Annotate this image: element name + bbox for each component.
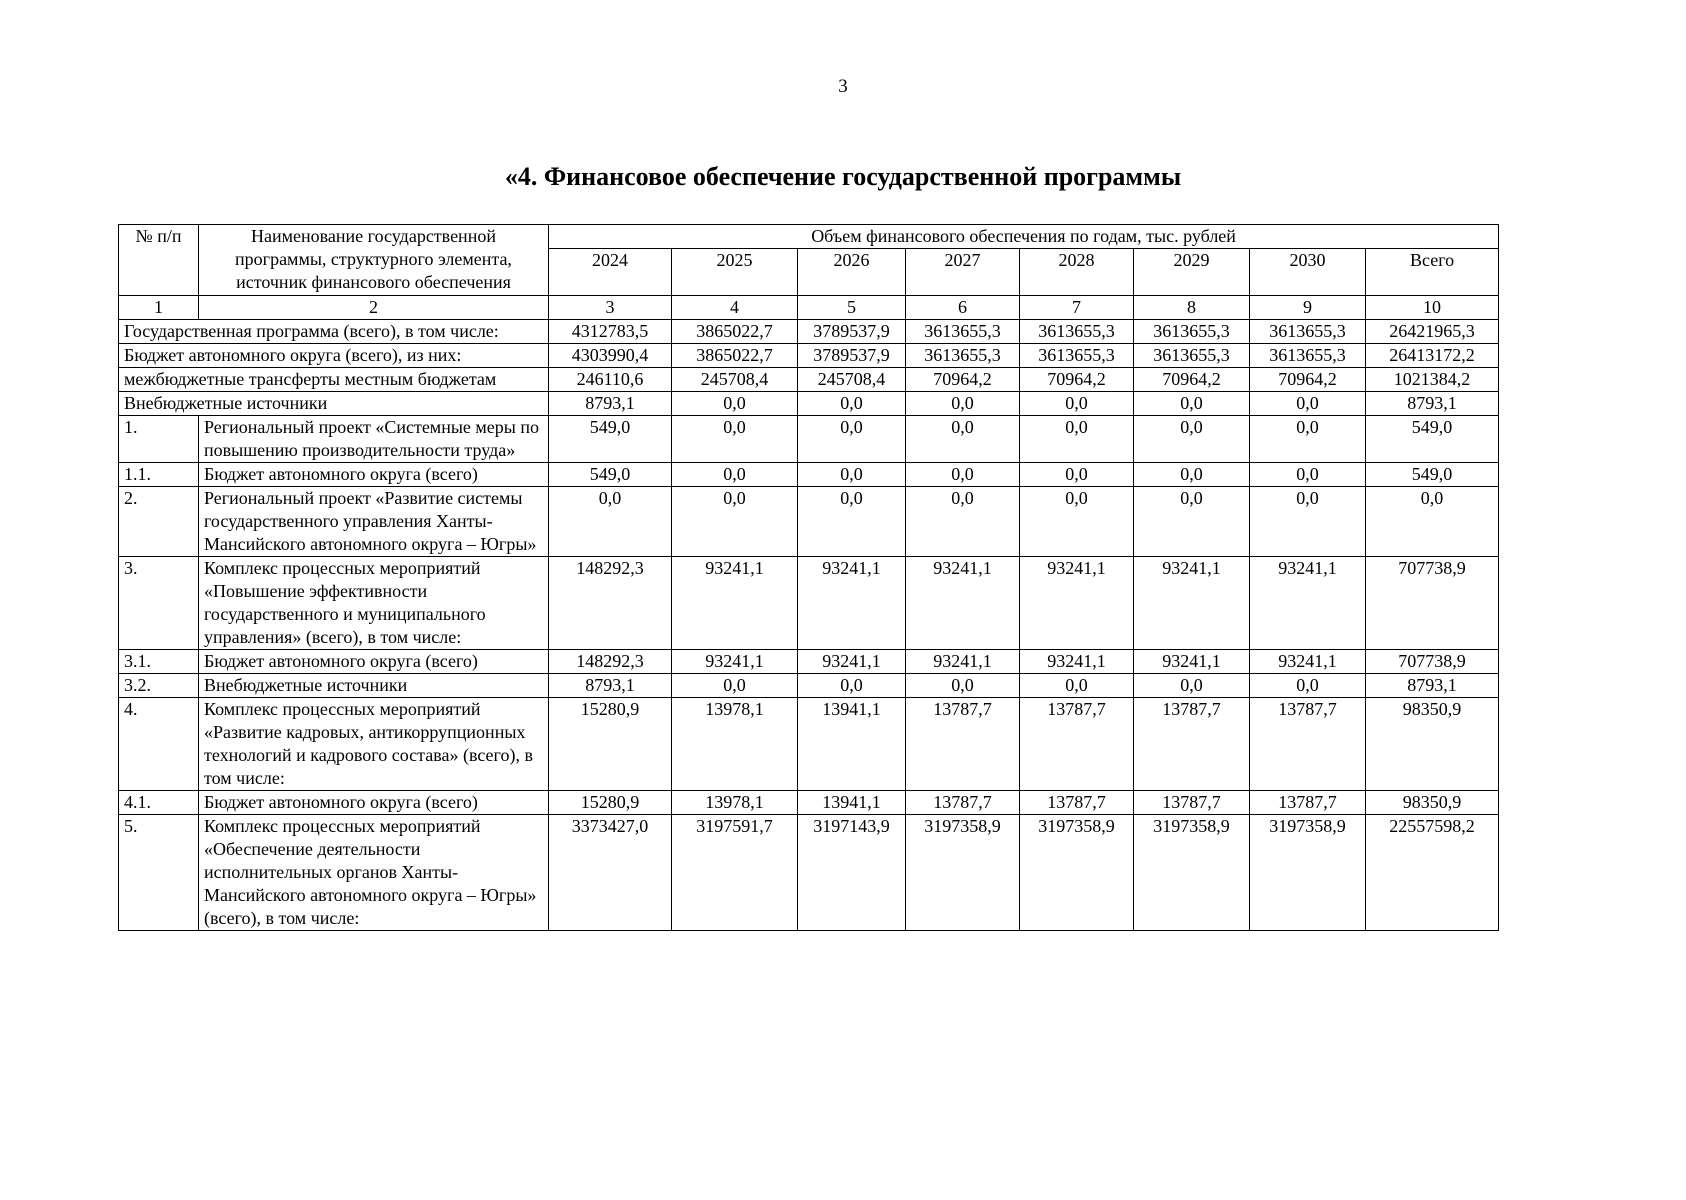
row-code: 2. (119, 487, 199, 557)
value-cell: 0,0 (1134, 463, 1250, 487)
value-cell: 245708,4 (798, 368, 906, 392)
value-cell: 0,0 (1366, 487, 1499, 557)
value-cell: 0,0 (1020, 463, 1134, 487)
header-year: 2029 (1134, 249, 1250, 296)
value-cell: 0,0 (906, 487, 1020, 557)
value-cell: 0,0 (906, 416, 1020, 463)
value-cell: 70964,2 (1020, 368, 1134, 392)
row-name: Бюджет автономного округа (всего) (199, 791, 549, 815)
value-cell: 3197591,7 (672, 815, 798, 931)
value-cell: 0,0 (549, 487, 672, 557)
value-cell: 0,0 (798, 463, 906, 487)
value-cell: 549,0 (1366, 416, 1499, 463)
summary-row-name: Государственная программа (всего), в том числе: (119, 320, 549, 344)
index-cell: 2 (199, 296, 549, 320)
summary-row-name: Бюджет автономного округа (всего), из них: (119, 344, 549, 368)
row-name: Комплекс процессных мероприятий «Повышение эффективности государственного и муниципального управления» (всего), в том числе: (199, 557, 549, 650)
value-cell: 707738,9 (1366, 650, 1499, 674)
value-cell: 13787,7 (1020, 791, 1134, 815)
header-year: 2027 (906, 249, 1020, 296)
index-cell: 1 (119, 296, 199, 320)
row-name: Региональный проект «Развитие системы государственного управления Ханты-Мансийского автономного округа – Югры» (199, 487, 549, 557)
value-cell: 0,0 (1134, 392, 1250, 416)
value-cell: 3865022,7 (672, 344, 798, 368)
value-cell: 0,0 (798, 416, 906, 463)
value-cell: 13787,7 (1250, 791, 1366, 815)
table-row (119, 487, 1499, 557)
value-cell: 22557598,2 (1366, 815, 1499, 931)
value-cell: 93241,1 (906, 557, 1020, 650)
summary-row (119, 320, 1499, 344)
value-cell: 3613655,3 (1250, 320, 1366, 344)
value-cell: 3197358,9 (906, 815, 1020, 931)
row-name: Бюджет автономного округа (всего) (199, 650, 549, 674)
value-cell: 3197143,9 (798, 815, 906, 931)
value-cell: 148292,3 (549, 557, 672, 650)
table-row (119, 791, 1499, 815)
value-cell: 13787,7 (906, 698, 1020, 791)
table-row (119, 674, 1499, 698)
row-name: Региональный проект «Системные меры по повышению производительности труда» (199, 416, 549, 463)
value-cell: 0,0 (1020, 487, 1134, 557)
value-cell: 0,0 (672, 416, 798, 463)
value-cell: 707738,9 (1366, 557, 1499, 650)
summary-row (119, 344, 1499, 368)
header-col-name: Наименование государственной программы, структурного элемента, источник финансового обеспечения (199, 225, 549, 296)
value-cell: 3613655,3 (1020, 344, 1134, 368)
summary-row (119, 368, 1499, 392)
row-code: 1. (119, 416, 199, 463)
value-cell: 4303990,4 (549, 344, 672, 368)
value-cell: 0,0 (672, 463, 798, 487)
index-cell: 10 (1366, 296, 1499, 320)
index-cell: 7 (1020, 296, 1134, 320)
value-cell: 0,0 (672, 487, 798, 557)
row-code: 4.1. (119, 791, 199, 815)
index-cell: 6 (906, 296, 1020, 320)
value-cell: 0,0 (906, 392, 1020, 416)
row-name: Комплекс процессных мероприятий «Развитие кадровых, антикоррупционных технологий и кадрового состава» (всего), в том числе: (199, 698, 549, 791)
value-cell: 0,0 (672, 392, 798, 416)
value-cell: 8793,1 (1366, 674, 1499, 698)
value-cell: 0,0 (1134, 487, 1250, 557)
column-index-row (119, 296, 1499, 320)
table-row (119, 815, 1499, 931)
value-cell: 93241,1 (798, 557, 906, 650)
value-cell: 245708,4 (672, 368, 798, 392)
value-cell: 13941,1 (798, 698, 906, 791)
header-year: 2026 (798, 249, 906, 296)
value-cell: 0,0 (1020, 416, 1134, 463)
value-cell: 0,0 (1134, 674, 1250, 698)
value-cell: 13978,1 (672, 698, 798, 791)
row-name: Внебюджетные источники (199, 674, 549, 698)
value-cell: 3613655,3 (1250, 344, 1366, 368)
row-name: Комплекс процессных мероприятий «Обеспечение деятельности исполнительных органов Ханты-Мансийского автономного округа – Югры» (всего), в том числе: (199, 815, 549, 931)
value-cell: 0,0 (798, 674, 906, 698)
row-code: 1.1. (119, 463, 199, 487)
value-cell: 93241,1 (1250, 650, 1366, 674)
value-cell: 93241,1 (906, 650, 1020, 674)
row-code: 3. (119, 557, 199, 650)
value-cell: 13787,7 (1134, 698, 1250, 791)
value-cell: 70964,2 (1250, 368, 1366, 392)
table-row (119, 557, 1499, 650)
index-cell: 4 (672, 296, 798, 320)
value-cell: 0,0 (1250, 392, 1366, 416)
value-cell: 0,0 (1250, 416, 1366, 463)
value-cell: 549,0 (549, 416, 672, 463)
page-number: 3 (838, 76, 848, 97)
value-cell: 3613655,3 (906, 320, 1020, 344)
value-cell: 3613655,3 (1134, 320, 1250, 344)
value-cell: 0,0 (1020, 674, 1134, 698)
value-cell: 13787,7 (1020, 698, 1134, 791)
value-cell: 93241,1 (672, 557, 798, 650)
table-row (119, 416, 1499, 463)
index-cell: 8 (1134, 296, 1250, 320)
value-cell: 0,0 (672, 674, 798, 698)
index-cell: 3 (549, 296, 672, 320)
value-cell: 70964,2 (1134, 368, 1250, 392)
value-cell: 93241,1 (798, 650, 906, 674)
row-code: 3.1. (119, 650, 199, 674)
value-cell: 3789537,9 (798, 344, 906, 368)
value-cell: 1021384,2 (1366, 368, 1499, 392)
header-row-top (119, 225, 1499, 249)
value-cell: 26413172,2 (1366, 344, 1499, 368)
row-name: Бюджет автономного округа (всего) (199, 463, 549, 487)
value-cell: 3197358,9 (1020, 815, 1134, 931)
index-cell: 5 (798, 296, 906, 320)
header-year: 2030 (1250, 249, 1366, 296)
header-group-financing: Объем финансового обеспечения по годам, тыс. рублей (549, 225, 1499, 249)
value-cell: 8793,1 (549, 392, 672, 416)
index-cell: 9 (1250, 296, 1366, 320)
summary-row-name: Внебюджетные источники (119, 392, 549, 416)
header-year: 2025 (672, 249, 798, 296)
value-cell: 93241,1 (1020, 650, 1134, 674)
value-cell: 8793,1 (549, 674, 672, 698)
value-cell: 4312783,5 (549, 320, 672, 344)
value-cell: 3197358,9 (1134, 815, 1250, 931)
row-code: 5. (119, 815, 199, 931)
value-cell: 0,0 (906, 463, 1020, 487)
value-cell: 3613655,3 (906, 344, 1020, 368)
table-row (119, 698, 1499, 791)
value-cell: 13787,7 (906, 791, 1020, 815)
document-title: «4. Финансовое обеспечение государственной программы (504, 162, 1182, 191)
header-col-number: № п/п (119, 225, 199, 296)
value-cell: 3373427,0 (549, 815, 672, 931)
value-cell: 0,0 (1020, 392, 1134, 416)
value-cell: 13787,7 (1250, 698, 1366, 791)
table-row (119, 650, 1499, 674)
value-cell: 549,0 (1366, 463, 1499, 487)
value-cell: 0,0 (1250, 487, 1366, 557)
header-year: 2028 (1020, 249, 1134, 296)
value-cell: 98350,9 (1366, 698, 1499, 791)
value-cell: 3865022,7 (672, 320, 798, 344)
value-cell: 13978,1 (672, 791, 798, 815)
value-cell: 13787,7 (1134, 791, 1250, 815)
row-code: 3.2. (119, 674, 199, 698)
header-year: 2024 (549, 249, 672, 296)
value-cell: 246110,6 (549, 368, 672, 392)
value-cell: 8793,1 (1366, 392, 1499, 416)
summary-row (119, 392, 1499, 416)
value-cell: 3197358,9 (1250, 815, 1366, 931)
header-total: Всего (1366, 249, 1499, 296)
value-cell: 0,0 (1250, 463, 1366, 487)
value-cell: 0,0 (798, 392, 906, 416)
value-cell: 93241,1 (1020, 557, 1134, 650)
value-cell: 13941,1 (798, 791, 906, 815)
value-cell: 98350,9 (1366, 791, 1499, 815)
value-cell: 26421965,3 (1366, 320, 1499, 344)
value-cell: 549,0 (549, 463, 672, 487)
value-cell: 3613655,3 (1134, 344, 1250, 368)
financing-table (118, 224, 1499, 931)
value-cell: 93241,1 (1134, 650, 1250, 674)
value-cell: 0,0 (798, 487, 906, 557)
value-cell: 3613655,3 (1020, 320, 1134, 344)
value-cell: 93241,1 (1250, 557, 1366, 650)
value-cell: 93241,1 (1134, 557, 1250, 650)
summary-row-name: межбюджетные трансферты местным бюджетам (119, 368, 549, 392)
value-cell: 93241,1 (672, 650, 798, 674)
value-cell: 0,0 (906, 674, 1020, 698)
row-code: 4. (119, 698, 199, 791)
value-cell: 0,0 (1250, 674, 1366, 698)
value-cell: 3789537,9 (798, 320, 906, 344)
value-cell: 15280,9 (549, 698, 672, 791)
table-row (119, 463, 1499, 487)
value-cell: 148292,3 (549, 650, 672, 674)
value-cell: 70964,2 (906, 368, 1020, 392)
value-cell: 15280,9 (549, 791, 672, 815)
value-cell: 0,0 (1134, 416, 1250, 463)
